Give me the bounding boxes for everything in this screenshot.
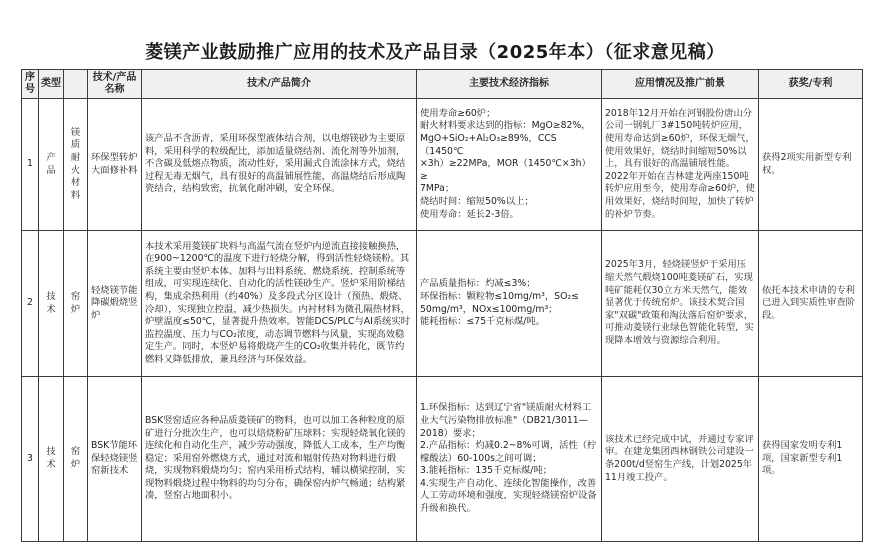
catalog-table [21,69,863,542]
row-award: 获得国家发明专利1项，国家新型专利1项。 [759,377,863,542]
row-application: 2025年3月，轻烧镁竖炉于采用压缩天然气煅烧100吨菱镁矿石，实现吨矿能耗仅30立方米天然气，能效显著优于传统窑炉。该技术契合国家"双碳"政策和淘汰落后窑炉要求，可推动菱镁行业绿色智能化转型，实现降本增效与资源综合利用。 [602,231,759,377]
row-indicators: 使用寿命≥60炉； 耐火材料要求达到的指标：MgO≥82%， MgO+SiO₂+Al₂O₃≥89%，CCS（1450℃ ×3h）≥22MPa，MOR（1450℃×3h）≥ 7MPa； 烧结时间：缩短50%以上； 使用寿命：延长2-3倍。 [417,99,602,231]
header-category [64,70,88,99]
row-type: 技术 [39,377,64,542]
row-name: 轻烧镁节能降碳煅烧竖炉 [88,231,142,377]
row-category: 镁质耐火材料 [64,99,88,231]
header-index: 序号 [22,70,39,99]
row-award: 依托本技术申请的专利已进入到实质性审查阶段。 [759,231,863,377]
header-name: 技术/产品名称 [88,70,142,99]
row-intro: BSK竖窑适应各种品质菱镁矿的物料，也可以加工各种粒度的原矿进行分批次生产，也可以焙烧粉矿压球料；实现轻烧氧化镁的连续化和自动化生产，减少劳动强度，降低人工成本，生产均衡稳定；采用窑外燃烧方式，通过对流和辐射传热对物料进行煅烧，实现物料煅烧均匀；窑内采用桥式结构，辅以横梁控制，实现物料煅烧过程中物料的均匀分布，确保窑内炉气畅通；结构紧凑，竖窑占地面积小。 [142,377,417,542]
table-row [22,377,863,542]
table-header-row [22,70,863,99]
row-indicators: 1.环保指标：达到辽宁省"镁质耐火材料工业大气污染物排放标准"（DB21/3011—2018）要求； 2.产品指标：灼减0.2~8%可调，活性（柠檬酸法）60-100s之间可调； 3.能耗指标：135千克标煤/吨； 4.实现生产自动化、连续化智能操作，改善人工劳动环境和强度，实现轻烧镁窑炉设备升级和换代。 [417,377,602,542]
row-index: 1 [22,99,39,231]
row-name: BSK节能环保轻烧镁竖窑新技术 [88,377,142,542]
header-application: 应用情况及推广前景 [602,70,759,99]
row-index: 2 [22,231,39,377]
header-indicators: 主要技术经济指标 [417,70,602,99]
header-award: 获奖/专利 [759,70,863,99]
document-title: 菱镁产业鼓励推广应用的技术及产品目录（2025年本）（征求意见稿） [145,42,725,63]
row-type: 技术 [39,231,64,377]
row-name: 环保型转炉大面修补料 [88,99,142,231]
row-intro: 该产品不含沥青，采用环保型液体结合剂，以电熔镁砂为主要原料，采用科学的粒级配比，添加适量烧结剂、流化剂等外加剂，不含碳及低熔点物质，流动性好，采用漏式自流涂抹方式，烧结过程无毒无烟气，具有很好的高温铺展性能，高温烧结后形成陶瓷结合，结构致密，抗氧化耐冲刷，安全环保。 [142,99,417,231]
header-type: 类型 [39,70,64,99]
row-award: 获得2项实用新型专利权。 [759,99,863,231]
table-row [22,231,863,377]
row-index: 3 [22,377,39,542]
row-category: 窑炉 [64,377,88,542]
row-application: 2018年12月开始在河钢股份唐山分公司一钢轧厂3#150吨转炉应用，使用寿命达到≥60炉，环保无烟气，使用效果好，烧结时间缩短50%以上，具有很好的高温铺展性能。 2022年开始在吉林建龙两座150吨转炉应用至今，使用寿命≥60炉，使用效果好，烧结时间短，加快了转炉的补炉节奏。 [602,99,759,231]
row-indicators: 产品质量指标：灼减≤3%； 环保指标：颗粒物≤10mg/m³，SO₂≤ 50mg/m³，NOx≤100mg/m³； 能耗指标：≤75千克标煤/吨。 [417,231,602,377]
row-category: 窑炉 [64,231,88,377]
table-row [22,99,863,231]
row-type: 产品 [39,99,64,231]
row-intro: 本技术采用菱镁矿块料与高温气流在竖炉内逆流直接接触换热，在900~1200℃的温度下进行轻烧分解，得到活性轻烧镁粉。其系统主要由竖炉本体、加料与出料系统、燃烧系统、控制系统等组成，可实现连续化、自动化的活性镁砂生产。竖炉采用阶梯结构，集成余热利用（约40%）及多段式分区设计（预热、煅烧、冷却），实现独立控温，减少热损失。内衬材料为微孔隔热材料，炉壁温度≤50℃，显著提升热效率。智能DCS/PLC与AI系统实时监控温度、压力与CO₂浓度，动态调节燃料与风量，实现高效稳定生产。同时，本竖炉易将煅烧产生的CO₂收集并转化，既节约燃料又降低排放，兼具经济与环保效益。 [142,231,417,377]
header-intro: 技术/产品简介 [142,70,417,99]
row-application: 该技术已经完成中试，并通过专家评审。在建龙集团西林钢铁公司建设一条200t/d竖窑生产线，计划2025年11月竣工投产。 [602,377,759,542]
